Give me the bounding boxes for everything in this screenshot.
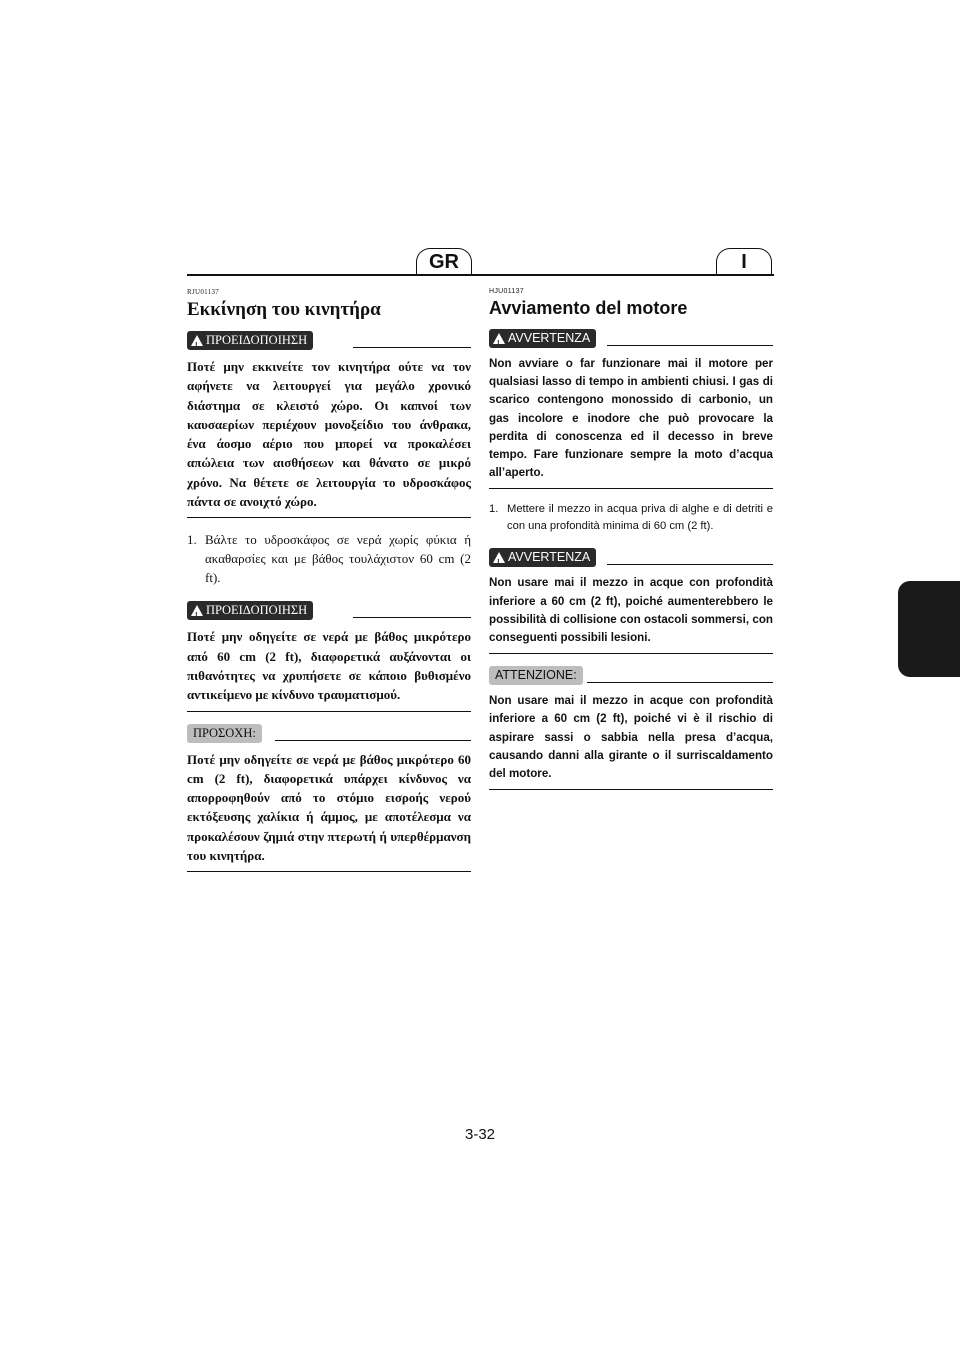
italian-column	[489, 288, 773, 802]
caution-text: Ποτέ μην οδηγείτε σε νερά με βάθος μικρότερο 60 cm (2 ft), διαφορετικά υπάρχει κίνδυνος να απορροφηθούν από το στόμιο εισροής νερού εκτόξευσης χαλίκια ή άμμος, με αποτέλεσμα να προκαλέσουν ζημιά στην πτερωτή ή υπερθέρμανση του κινητήρα.	[187, 750, 471, 873]
warning-triangle-icon	[493, 333, 505, 344]
label-rule	[353, 347, 471, 348]
warning-label: AVVERTENZA	[508, 331, 591, 345]
caution-label-row	[489, 666, 773, 686]
caution-text: Non usare mai il mezzo in acque con profondità inferiore a 60 cm (2 ft), poiché vi è il rischio di aspirare sassi o sabbia nella presa d’acqua, causando danni alla girante o il surriscaldamento del motore.	[489, 692, 773, 790]
language-tab-i: I	[716, 248, 772, 274]
warning-label: AVVERTENZA	[508, 550, 591, 565]
label-rule	[607, 564, 773, 565]
caution-label-row	[187, 724, 471, 744]
section-code: HJU01137	[489, 288, 524, 295]
warning-badge	[187, 331, 313, 350]
step-text: Βάλτε το υδροσκάφος σε νερά χωρίς φύκια ή ακαθαρσίες και με βάθος τουλάχιστον 60 cm (2 ft).	[205, 532, 471, 586]
step-item	[187, 530, 471, 587]
step-number: 1.	[187, 532, 197, 548]
warning-text: Ποτέ μην οδηγείτε σε νερά με βάθος μικρότερο από 60 cm (2 ft), διαφορετικά αυξάνονται οι πιθανότητες να χρυπήσετε σε κάποιο βυθισμένο αντικείμενο με κίνδυνο τραυματισμού.	[187, 627, 471, 711]
label-rule	[607, 345, 773, 346]
caution-label: ΠΡΟΣΟΧΗ:	[193, 725, 256, 740]
warning-text: Non avviare o far funzionare mai il motore per qualsiasi lasso di tempo in ambienti chiusi. I gas di scarico contengono monossido di carbonio, un gas incolore e inodore che può provocare la perdita di conoscenza ed il decesso in breve tempo. Fare funzionare sempre la moto d’acqua all’aperto.	[489, 355, 773, 489]
warning-triangle-icon	[191, 605, 203, 616]
language-tab-gr: GR	[416, 248, 472, 274]
caution-badge	[187, 724, 262, 743]
step-number: 1.	[489, 503, 499, 516]
warning-label-row	[187, 601, 471, 621]
page-number: 3-32	[464, 1126, 496, 1143]
warning-badge	[187, 601, 313, 620]
greek-column	[187, 288, 471, 884]
label-rule	[587, 682, 773, 683]
section-code: RJU01137	[187, 288, 220, 296]
caution-label: ATTENZIONE:	[495, 668, 577, 683]
step-text: Mettere il mezzo in acqua priva di alghe e di detriti e con una profondità minima di 60 cm (2 ft).	[507, 503, 773, 532]
warning-triangle-icon	[493, 552, 505, 563]
header-rule	[187, 274, 774, 276]
warning-label: ΠΡΟΕΙΔΟΠΟΙΗΣΗ	[206, 603, 308, 618]
label-rule	[353, 617, 471, 618]
label-rule	[275, 740, 471, 741]
section-title: Εκκίνηση του κινητήρα	[187, 299, 381, 320]
warning-text: Ποτέ μην εκκινείτε τον κινητήρα ούτε να τον αφήνετε να λειτουργεί για μεγάλο χρονικό διάστημα σε κλειστό χώρο. Οι καπνοί των καυσαερίων περιέχουν μονοξείδιο του άνθρακα, ένα άοσμο αέριο που μπορεί να προκαλέσει απώλεια των αισθήσεων και θάνατο σε μικρό χρόνο. Να θέτετε σε λειτουργία το υδροσκάφος πάντα σε ανοιχτό χώρο.	[187, 357, 471, 518]
caution-badge	[489, 666, 583, 685]
warning-text: Non usare mai il mezzo in acque con profondità inferiore a 60 cm (2 ft), poiché aumenterebbero le possibilità di collisione con ostacoli sommersi, con conseguenti possibili lesioni.	[489, 574, 773, 654]
warning-triangle-icon	[191, 335, 203, 346]
section-tab	[898, 581, 960, 677]
warning-badge	[489, 329, 596, 348]
warning-badge	[489, 548, 596, 567]
warning-label-row	[489, 329, 773, 349]
warning-label-row	[489, 548, 773, 568]
step-item	[489, 501, 773, 534]
warning-label: ΠΡΟΕΙΔΟΠΟΙΗΣΗ	[206, 333, 308, 347]
section-title: Avviamento del motore	[489, 298, 688, 318]
warning-label-row	[187, 331, 471, 351]
